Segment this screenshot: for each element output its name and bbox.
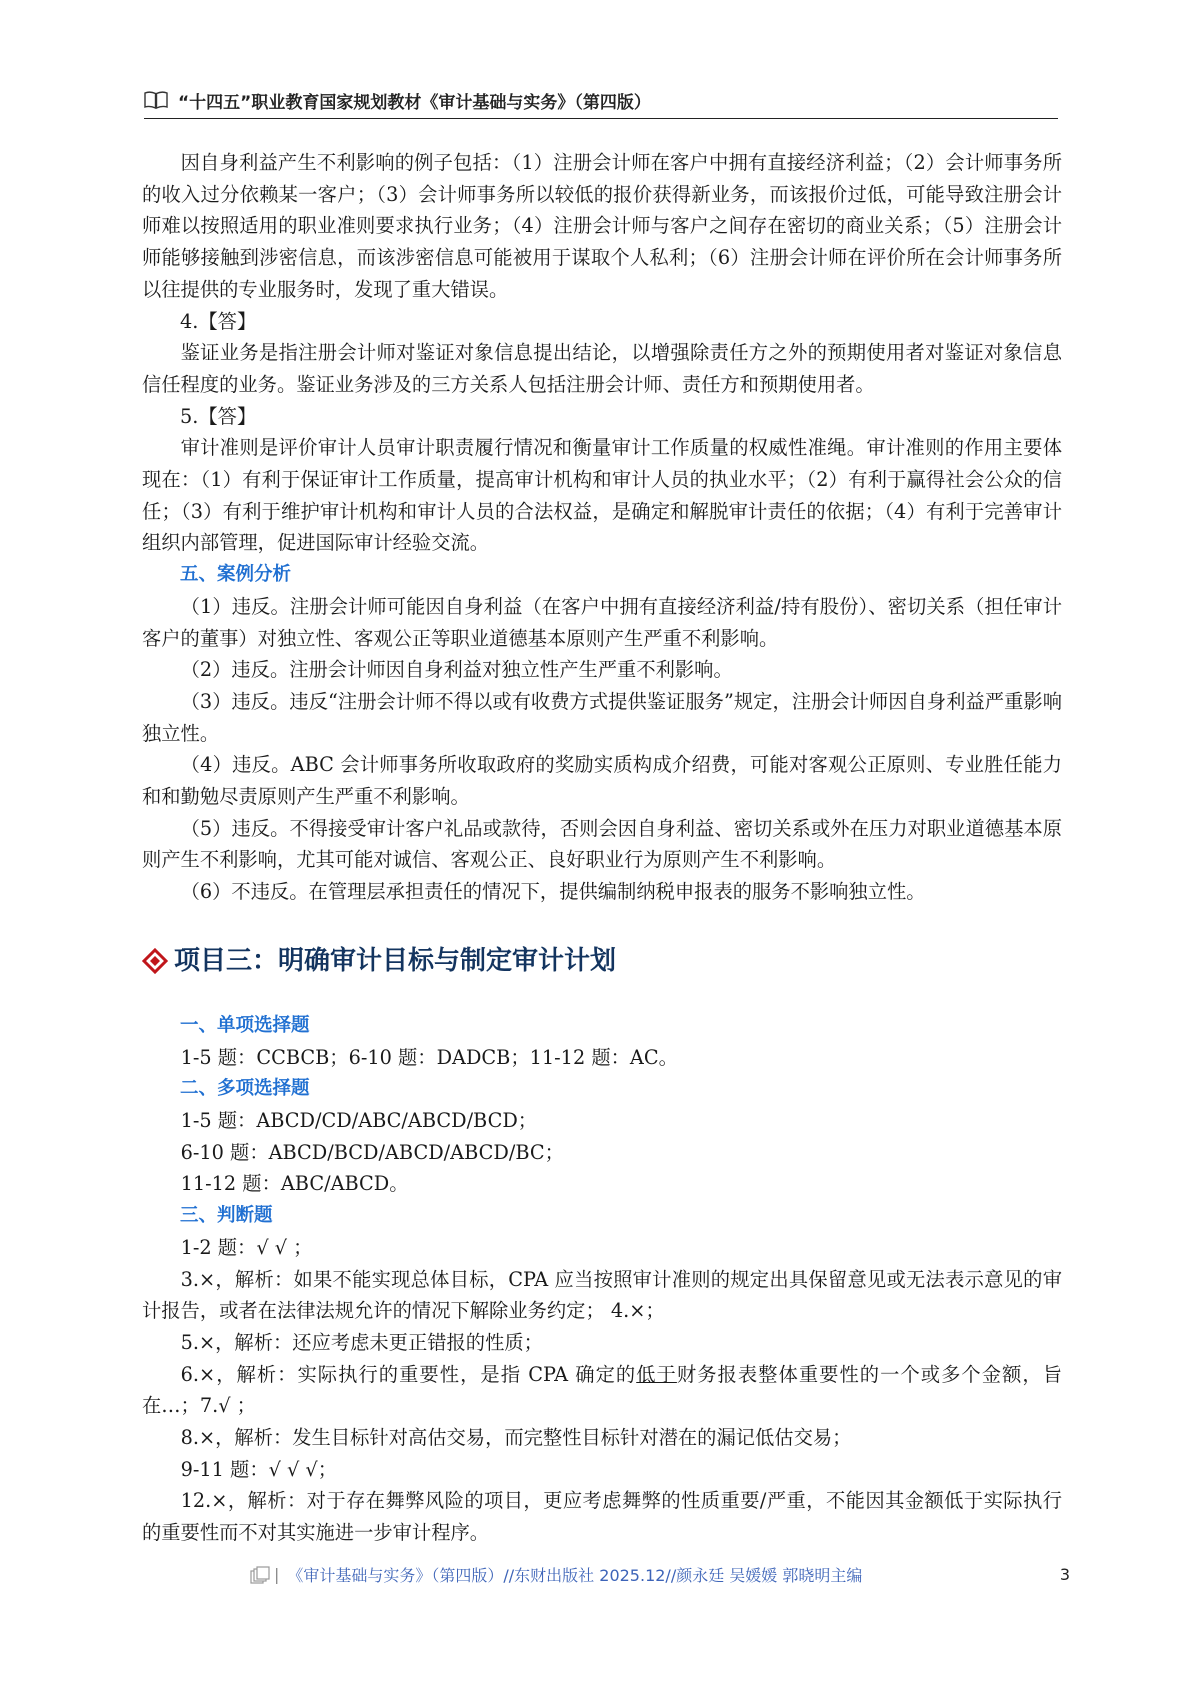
paragraph-audit-standards: 审计准则是评价审计人员审计职责履行情况和衡量审计工作质量的权威性准绳。审计准则的作用主要体现在：（1）有利于保证审计工作质量，提高审计机构和审计人员的执业水平；（2）有利于赢得社会公众的信任；（3）有利于维护审计机构和审计人员的合法权益，是确定和解脱审计责任的依据；（4）有利于完善审计组织内部管理，促进国际审计经验交流。 — [142, 436, 1062, 555]
page-body — [142, 147, 1062, 1549]
section-heading-single-choice: 一、单项选择题 — [180, 1014, 310, 1036]
true-false-6-7 — [142, 1359, 1062, 1422]
case-item-4: （4）违反。ABC 会计师事务所收取政府的奖励实质构成介绍费，可能对客观公正原则、专业胜任能力和和勤勉尽责原则产生严重不利影响。 — [142, 753, 1062, 809]
case-item-2: （2）违反。注册会计师因自身利益对独立性产生严重不利影响。 — [180, 658, 733, 682]
paragraph-self-interest: 因自身利益产生不利影响的例子包括：（1）注册会计师在客户中拥有直接经济利益；（2）会计师事务所的收入过分依赖某一客户；（3）会计师事务所以较低的报价获得新业务，而该报价过低，可能导致注册会计师难以按照适用的职业准则要求执行业务；（4）注册会计师与客户之间存在密切的商业关系；（5）注册会计师能够接触到涉密信息，而该涉密信息可能被用于谋取个人私利；（6）注册会计师在评价所在会计师事务所以往提供的专业服务时，发现了重大错误。 — [142, 151, 1062, 301]
page-header — [144, 82, 1058, 119]
page-number: 3 — [1059, 1565, 1070, 1584]
project-title: 项目三：明确审计目标与制定审计计划 — [174, 945, 617, 976]
answer-label-4: 4.【答】 — [180, 309, 257, 333]
case-item-5: （5）违反。不得接受审计客户礼品或款待，否则会因自身利益、密切关系或外在压力对职业道德基本原则产生不利影响，尤其可能对诚信、客观公正、良好职业行为原则产生不利影响。 — [142, 816, 1062, 872]
section-heading-multiple-choice: 二、多项选择题 — [180, 1078, 310, 1100]
section-heading-true-false: 三、判断题 — [180, 1205, 273, 1227]
footer-text: 《审计基础与实务》（第四版）//东财出版社 2025.12//颜永廷 吴媛媛 郭晓明主编 — [287, 1566, 863, 1585]
project-heading — [142, 942, 1062, 980]
multiple-choice-answers-3: 11-12 题：ABC/ABCD。 — [180, 1172, 409, 1196]
true-false-8: 8.×，解析：发生目标针对高估交易，而完整性目标针对潜在的漏记低估交易； — [180, 1426, 852, 1450]
book-icon — [144, 91, 168, 109]
header-title: “十四五”职业教育国家规划教材《审计基础与实务》（第四版） — [178, 92, 651, 113]
true-false-6-pre: 6.×，解析：实际执行的重要性，是指 CPA 确定的 — [180, 1362, 637, 1386]
true-false-12: 12.×，解析：对于存在舞弊风险的项目，更应考虑舞弊的性质重要/严重，不能因其金额低于实际执行的重要性而不对其实施进一步审计程序。 — [142, 1489, 1062, 1545]
single-choice-answers: 1-5 题：CCBCB；6-10 题：DADCB；11-12 题：AC。 — [180, 1045, 678, 1069]
footer-separator: | — [274, 1565, 280, 1584]
case-item-3: （3）违反。违反“注册会计师不得以或有收费方式提供鉴证服务”规定，注册会计师因自身利益严重影响独立性。 — [142, 689, 1062, 745]
page-footer — [250, 1563, 1070, 1586]
true-false-6-post: 财务报表整体重要性的一个或多个金额，旨在…；7.√ ； — [142, 1362, 1062, 1418]
true-false-1-2: 1-2 题：√ √ ； — [180, 1235, 313, 1259]
multiple-choice-answers-1: 1-5 题：ABCD/CD/ABC/ABCD/BCD； — [180, 1108, 538, 1132]
true-false-5: 5.×，解析：还应考虑未更正错报的性质； — [180, 1330, 543, 1354]
case-item-1: （1）违反。注册会计师可能因自身利益（在客户中拥有直接经济利益/持有股份）、密切关系（担任审计客户的董事）对独立性、客观公正等职业道德基本原则产生严重不利影响。 — [142, 594, 1062, 650]
true-false-9-11: 9-11 题：√ √ √； — [180, 1457, 337, 1481]
multiple-choice-answers-2: 6-10 题：ABCD/BCD/ABCD/ABCD/BC； — [180, 1140, 564, 1164]
underlined-term: 低于 — [636, 1362, 677, 1386]
paragraph-assurance: 鉴证业务是指注册会计师对鉴证对象信息提出结论，以增强除责任方之外的预期使用者对鉴证对象信息信任程度的业务。鉴证业务涉及的三方关系人包括注册会计师、责任方和预期使用者。 — [142, 341, 1062, 396]
true-false-3-4: 3.×，解析：如果不能实现总体目标，CPA 应当按照审计准则的规定出具保留意见或无法表示意见的审计报告，或者在法律法规允许的情况下解除业务约定； 4.×； — [142, 1267, 1062, 1323]
case-item-6: （6）不违反。在管理层承担责任的情况下，提供编制纳税申报表的服务不影响独立性。 — [180, 880, 926, 904]
section-heading-case-analysis: 五、案例分析 — [180, 564, 292, 586]
document-stack-icon — [250, 1566, 270, 1584]
diamond-icon — [142, 948, 168, 974]
answer-label-5: 5.【答】 — [180, 404, 257, 428]
